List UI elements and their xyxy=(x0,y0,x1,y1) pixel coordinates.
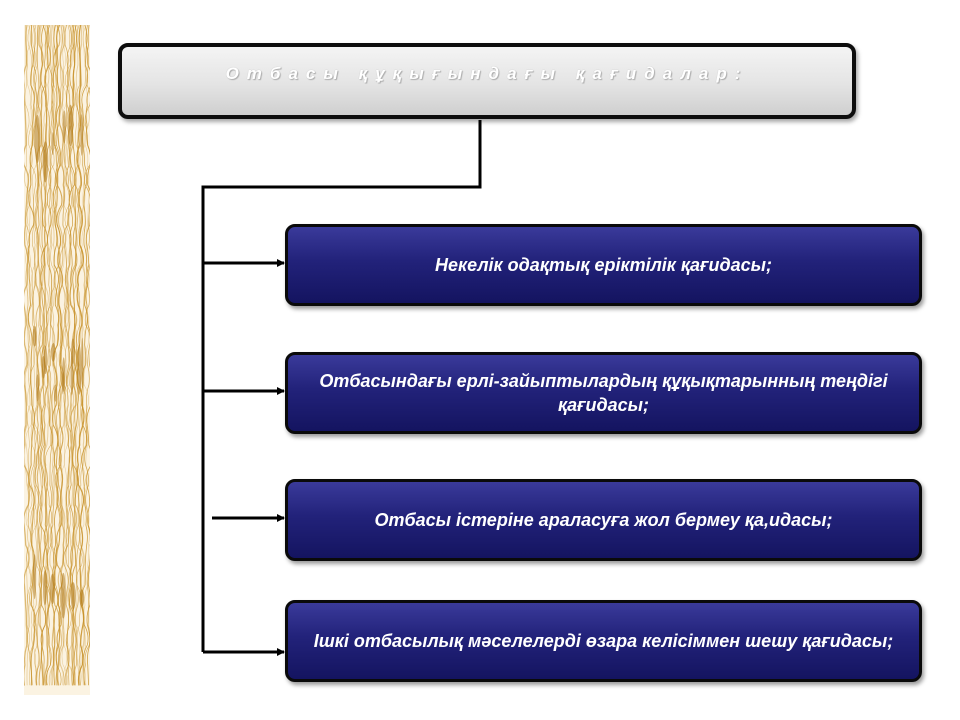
principle-box-4 xyxy=(285,600,922,682)
principle-box-1 xyxy=(285,224,922,306)
principle-text-1: Некелік одақтық еріктілік қағидасы; xyxy=(435,255,772,275)
title-box xyxy=(118,43,856,119)
principle-box-2 xyxy=(285,352,922,434)
principle-text-4: Ішкі отбасылық мәселелерді өзара келісіммен шешу қағидасы; xyxy=(313,631,894,651)
diagram-title: Отбасы құқығындағы қағидалар: xyxy=(225,64,749,83)
principle-box-3 xyxy=(285,479,922,561)
principle-text-2: Отбасындағы ерлі-зайыптылардың құқықтарынның теңдігі қағидасы; xyxy=(319,371,888,415)
principle-text-3: Отбасы істеріне араласуға жол бермеу қа,идасы; xyxy=(374,510,833,530)
